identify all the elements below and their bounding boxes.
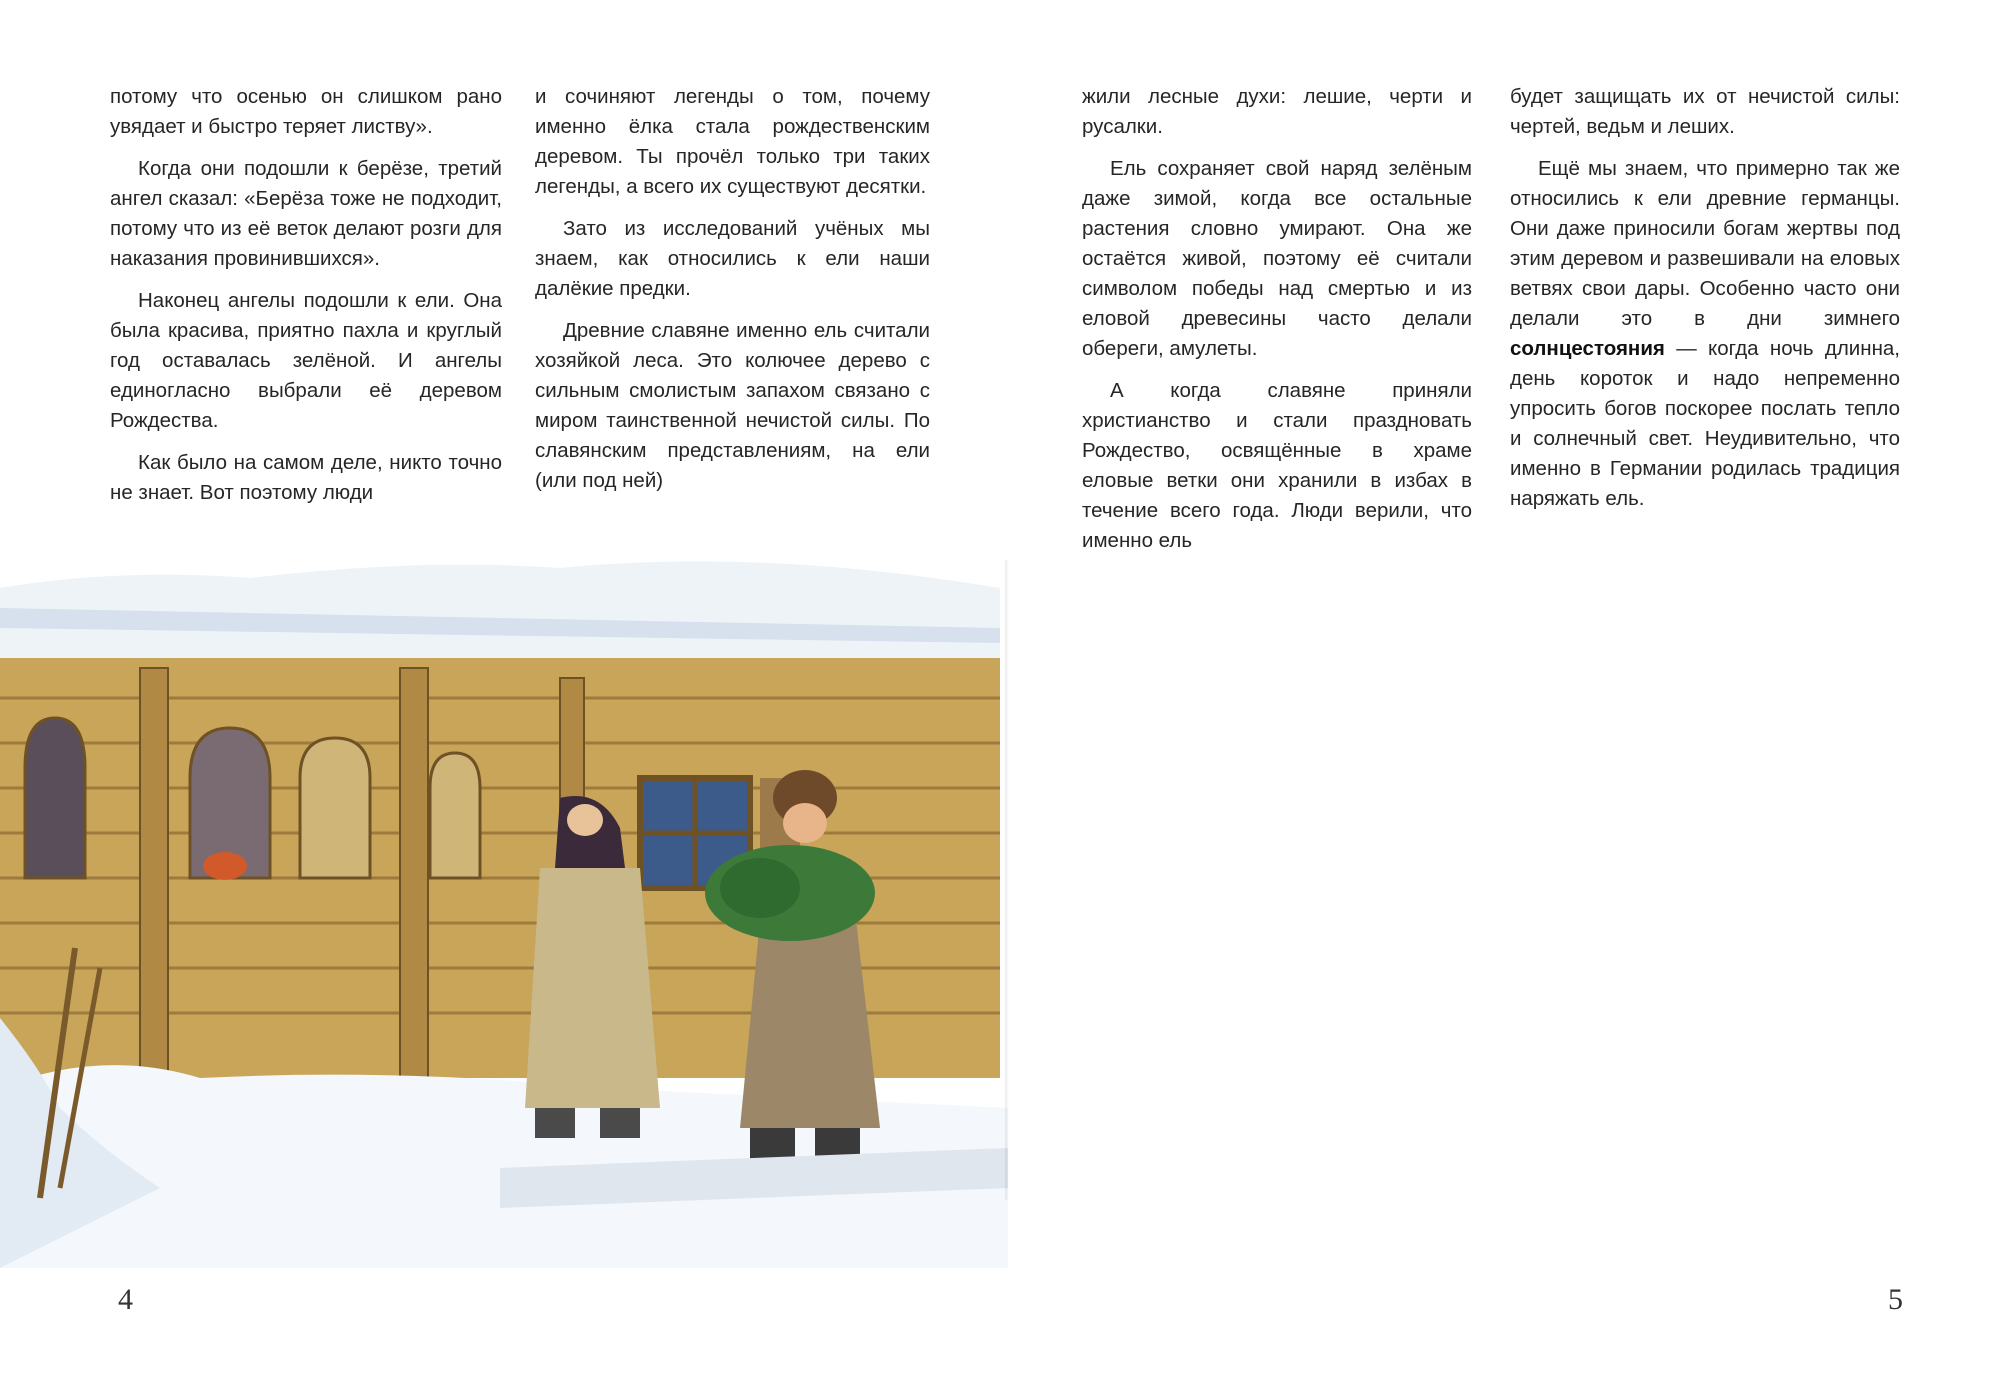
text-column-1 [110,82,502,520]
bold-term: солнцестояния [1510,337,1665,360]
illustration-village-house [0,548,1008,1268]
paragraph: Древние славяне именно ель считали хозяйкой леса. Это колючее дерево с сильным смолистым запахом связано с миром таинственной нечистой силы. По славянским представлениям, на ели (или под ней) [535,319,930,492]
text-run: Ещё мы знаем, что примерно так же относились к ели древние германцы. Они даже приносили богам жертвы под этим деревом и развешивали на еловых ветвях свои дары. Особенно часто они делали это в дни зимнего [1510,157,1900,330]
cat-icon [203,852,247,880]
text-column-4 [1510,82,1900,526]
right-page [1000,0,2000,1373]
paragraph: Ель сохраняет свой наряд зелёным даже зимой, когда все остальные растения словно умирают. Она же остаётся живой, поэтому её считали символом победы над смертью и из еловой древесины часто делали обереги, амулеты. [1082,157,1472,360]
page-number: 5 [1888,1283,1903,1316]
text-column-3 [1082,82,1472,568]
paragraph-with-term [1510,154,1900,514]
paragraph: потому что осенью он слишком рано увядает и быстро теряет листву». [110,85,502,138]
page-number: 4 [118,1283,133,1316]
paragraph: Когда они подошли к берёзе, третий ангел сказал: «Берёза тоже не подходит, потому что из её веток делают розги для наказания провинившихся». [110,157,502,270]
paragraph: Зато из исследований учёных мы знаем, как относились к ели наши далёкие предки. [535,217,930,300]
paragraph: А когда славяне приняли христианство и стали праздновать Рождество, освящённые в храме еловые ветки они хранили в избах в течение всего года. Люди верили, что именно ель [1082,379,1472,552]
text-run: — когда ночь длинна, день короток и надо непременно упросить богов поскорее послать тепло и солнечный свет. Неудивительно, что именно в Германии родилась традиция наряжать ель. [1510,337,1900,510]
paragraph: будет защищать их от нечистой силы: чертей, ведьм и леших. [1510,85,1900,138]
text-column-2 [535,82,930,508]
paragraph: жили лесные духи: лешие, черти и русалки. [1082,85,1472,138]
paragraph: Как было на самом деле, никто точно не знает. Вот поэтому люди [110,451,502,504]
paragraph: Наконец ангелы подошли к ели. Она была красива, приятно пахла и круглый год оставалась зелёной. И ангелы единогласно выбрали её деревом Рождества. [110,289,502,432]
paragraph: и сочиняют легенды о том, почему именно ёлка стала рождественским деревом. Ты прочёл только три таких легенды, а всего их существуют десятки. [535,85,930,198]
